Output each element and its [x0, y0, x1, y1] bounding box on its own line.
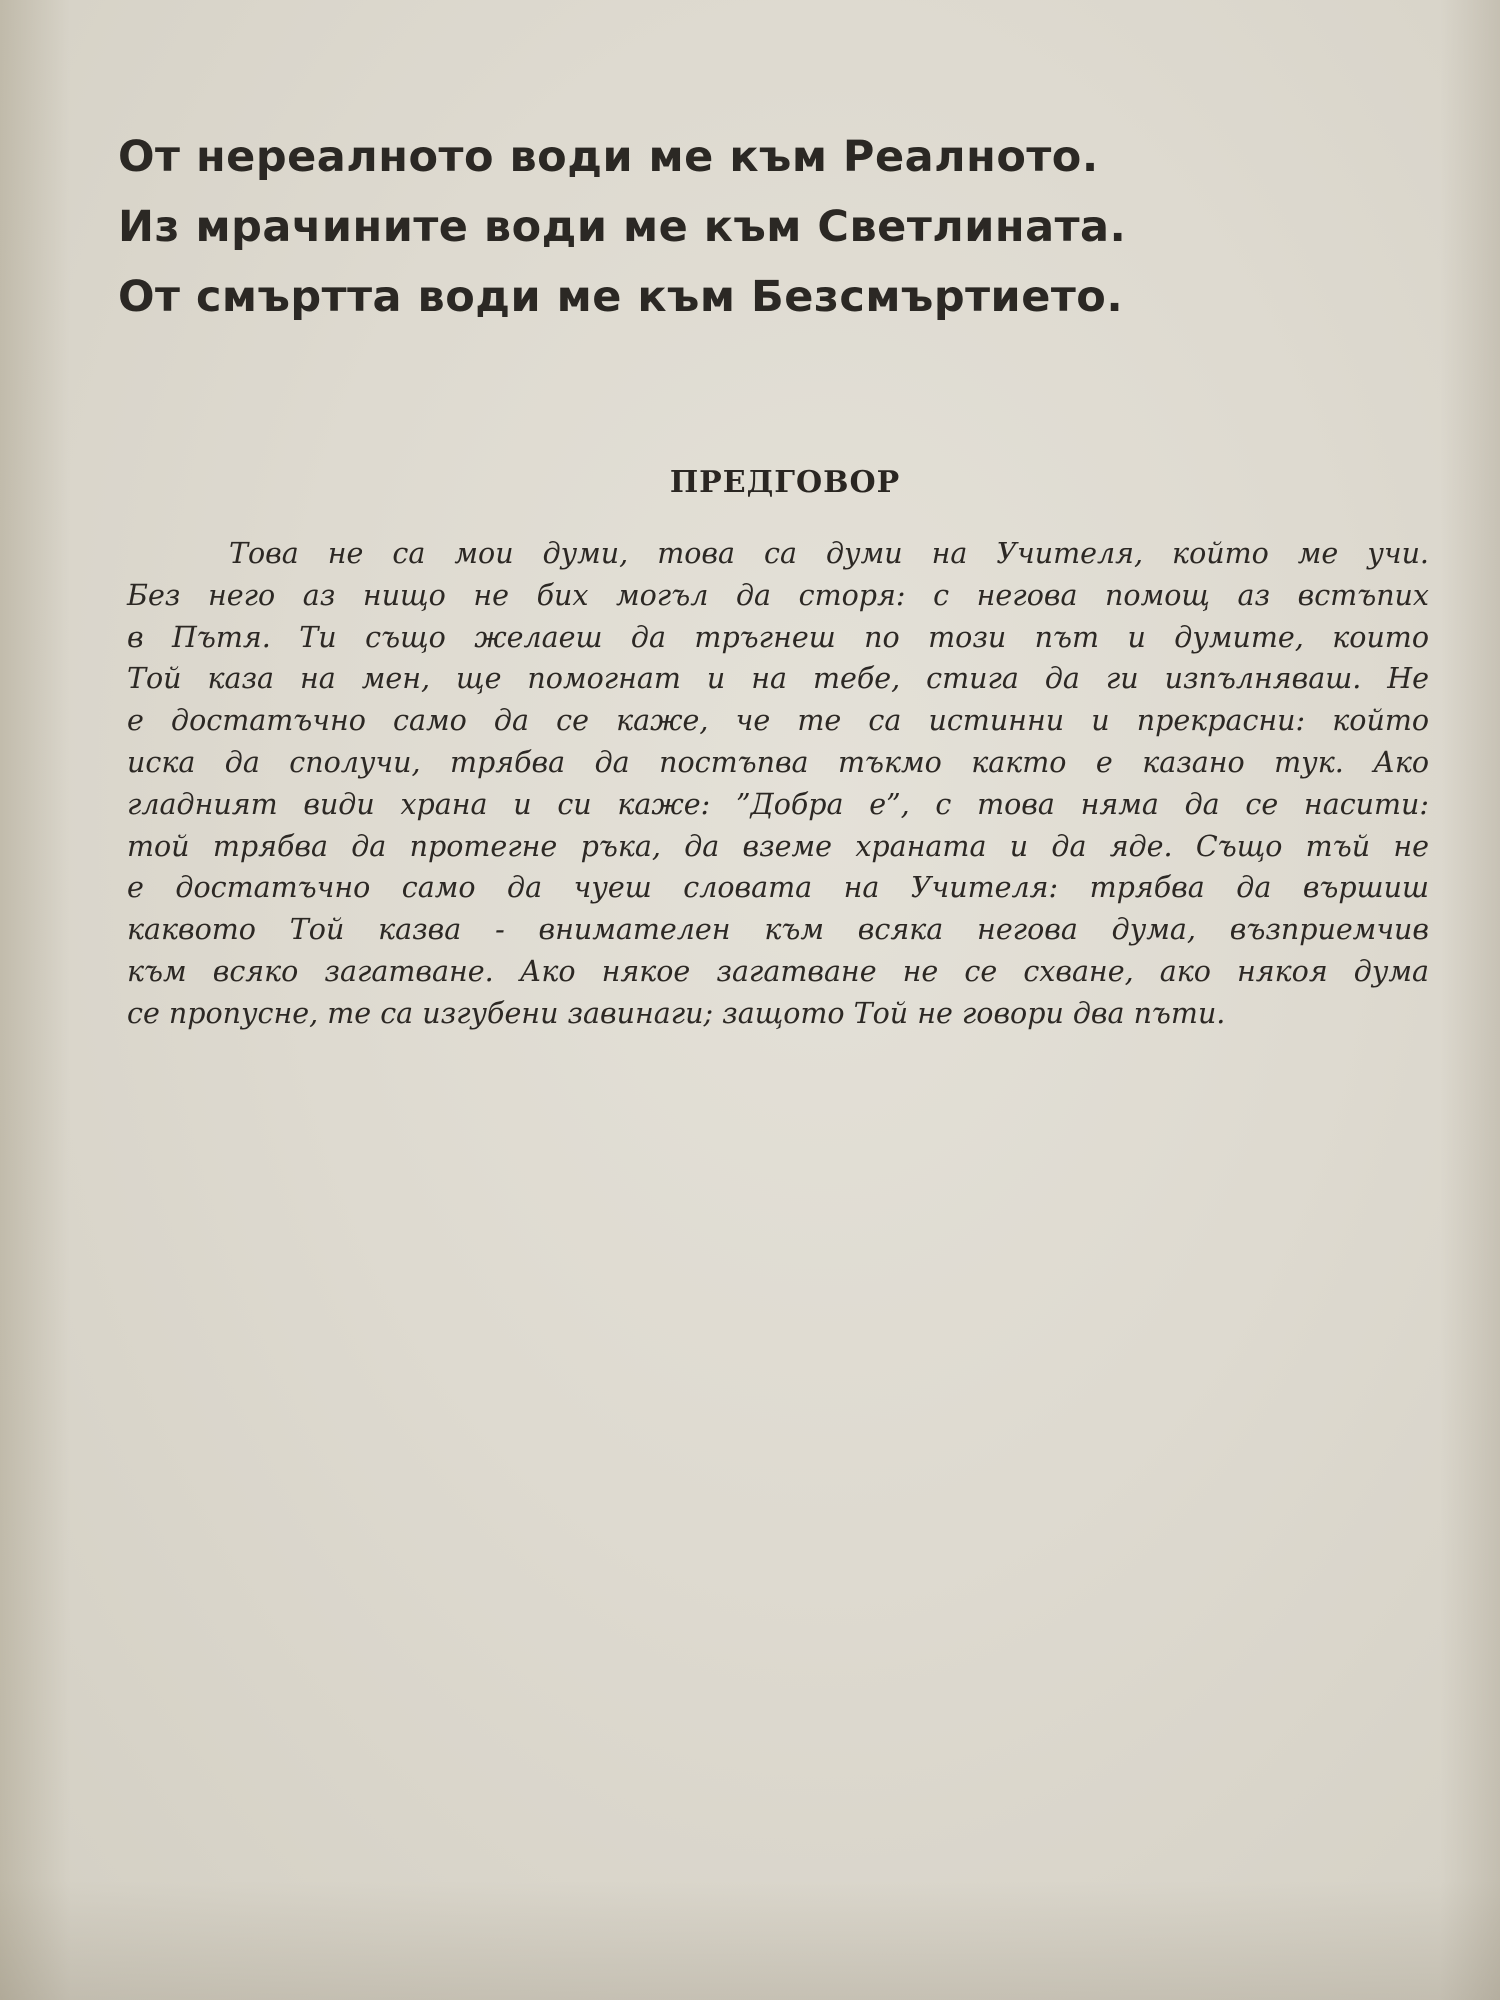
- motto-line-1: От нереалното води ме към Реалното.: [118, 132, 1099, 182]
- preface-heading: ПРЕДГОВОР: [669, 465, 901, 500]
- preface-body: [127, 533, 1429, 1035]
- preface-line-3: в Пътя. Ти също желаеш да тръгнеш по този път и думите, които: [127, 620, 1429, 654]
- preface-line-4: Той каза на мен, ще помогнат и на тебе, стига да ги изпълняваш. Не: [127, 662, 1429, 696]
- motto-line-3: От смъртта води ме към Безсмъртието.: [118, 272, 1124, 322]
- preface-line-7: гладният види храна и си каже: ”Добра е”, с това няма да се насити:: [127, 787, 1429, 821]
- preface-line-9: е достатъчно само да чуеш словата на Учителя: трябва да вършиш: [127, 871, 1429, 905]
- page-edge-shadow-bottom: [0, 1880, 1500, 2000]
- preface-line-2: Без него аз нищо не бих могъл да сторя: с негова помощ аз встъпих: [127, 578, 1429, 612]
- motto-line-2: Из мрачините води ме към Светлината.: [118, 202, 1127, 252]
- page-edge-shadow-right: [1440, 0, 1500, 2000]
- preface-line-12: се пропусне, те са изгубени завинаги; защото Той не говори два пъти.: [127, 996, 1226, 1030]
- preface-line-8: той трябва да протегне ръка, да вземе храната и да яде. Също тъй не: [127, 829, 1429, 863]
- preface-line-5: е достатъчно само да се каже, че те са истинни и прекрасни: който: [127, 704, 1429, 738]
- epigraph-motto: [118, 122, 1418, 332]
- preface-line-10: каквото Той казва - внимателен към всяка негова дума, възприемчив: [127, 913, 1429, 947]
- preface-line-1: Това не са мои думи, това са думи на Учителя, който ме учи.: [229, 537, 1429, 570]
- preface-line-11: към всяко загатване. Ако някое загатване не се схване, ако някоя дума: [127, 954, 1429, 988]
- page-edge-shadow-left: [0, 0, 70, 2000]
- preface-line-6: иска да сполучи, трябва да постъпва тъкмо както е казано тук. Ако: [127, 745, 1429, 779]
